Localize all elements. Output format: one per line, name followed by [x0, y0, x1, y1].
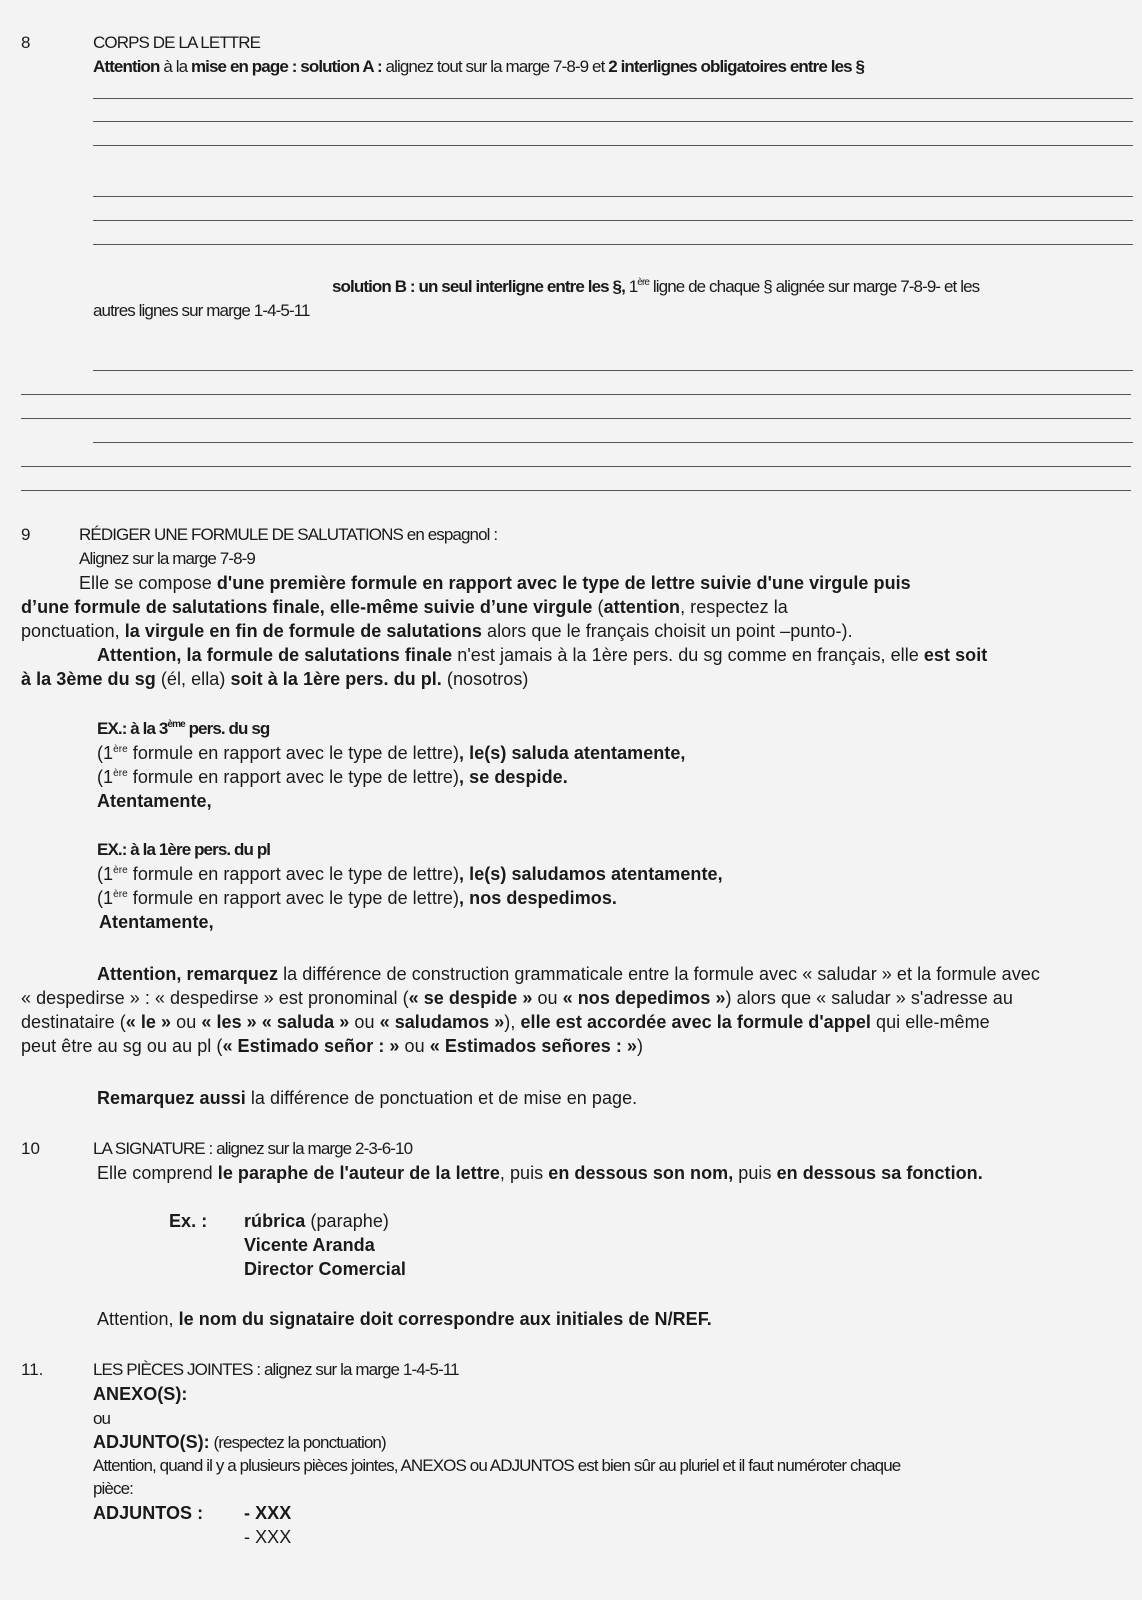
s11-attention-line1: Attention, quand il y a plusieurs pièces jointes, ANEXOS ou ADJUNTOS est bien sûr au pluriel et il faut numéroter chaque	[93, 1456, 901, 1475]
example-1-line2: (1ère formule en rapport avec le type de lettre), se despide.	[97, 767, 568, 787]
section-10-number: 10	[21, 1139, 40, 1158]
writing-line	[93, 98, 1133, 99]
s9-p2-line2: à la 3ème du sg (él, ella) soit à la 1ère pers. du pl. (nosotros)	[21, 669, 529, 689]
solution-b-line-2: autres lignes sur marge 1-4-5-11	[93, 301, 310, 320]
s11-adjuntos-label: ADJUNTOS :	[93, 1503, 204, 1523]
s11-anexo: ANEXO(S):	[93, 1384, 188, 1404]
writing-line	[93, 244, 1133, 245]
s9-p2-line1: Attention, la formule de salutations finale n'est jamais à la 1ère pers. du sg comme en français, elle est soit	[97, 645, 988, 665]
section-8-number: 8	[21, 33, 31, 52]
s9-p1-line1: Elle se compose d'une première formule en rapport avec le type de lettre suivie d'une virgule puis	[79, 573, 911, 593]
s11-ou: ou	[93, 1409, 111, 1428]
example-1-heading: EX.: à la 3ème pers. du sg	[97, 719, 270, 738]
section-11-number: 11.	[21, 1360, 44, 1379]
writing-line	[21, 394, 1131, 395]
s11-attention-line2: pièce:	[93, 1479, 133, 1498]
section-8-title: CORPS DE LA LETTRE	[93, 33, 261, 52]
writing-line	[21, 418, 1131, 419]
section-9-align: Alignez sur la marge 7-8-9	[79, 549, 255, 568]
s9-p1-line3: ponctuation, la virgule en fin de formule de salutations alors que le français choisit un point –punto-).	[21, 621, 853, 641]
example-2-heading: EX.: à la 1ère pers. du pl	[97, 840, 271, 859]
section-11-title: LES PIÈCES JOINTES : alignez sur la marge 1-4-5-11	[93, 1360, 459, 1379]
section-9-title: RÉDIGER UNE FORMULE DE SALUTATIONS en espagnol :	[79, 525, 498, 544]
s10-example-label: Ex. :	[169, 1211, 208, 1231]
s10-example-function: Director Comercial	[244, 1259, 406, 1279]
s9-p1-line2: d’une formule de salutations finale, elle-même suivie d’une virgule (attention, respectez la	[21, 597, 788, 617]
writing-line	[21, 490, 1131, 491]
example-1-closing: Atentamente,	[97, 791, 212, 811]
s10-example-name: Vicente Aranda	[244, 1235, 375, 1255]
s10-attention: Attention, le nom du signataire doit correspondre aux initiales de N/REF.	[97, 1309, 712, 1329]
s9-p3-line3: destinataire (« le » ou « les » « saluda » ou « saludamos »), elle est accordée avec la formule d'appel qui elle-même	[21, 1012, 990, 1032]
section-8-attention-line: Attention à la mise en page : solution A : alignez tout sur la marge 7-8-9 et 2 interlignes obligatoires entre les §	[93, 57, 865, 76]
solution-b-line: solution B : un seul interligne entre les §, 1ère ligne de chaque § alignée sur marge 7-8-9- et les	[332, 277, 980, 296]
writing-line	[93, 370, 1133, 371]
example-1-line1: (1ère formule en rapport avec le type de lettre), le(s) saluda atentamente,	[97, 743, 686, 763]
s10-line1: Elle comprend le paraphe de l'auteur de la lettre, puis en dessous son nom, puis en dessous sa fonction.	[97, 1163, 983, 1183]
writing-line	[93, 145, 1133, 146]
writing-line	[93, 220, 1133, 221]
example-2-closing: Atentamente,	[99, 912, 214, 932]
section-10-title: LA SIGNATURE : alignez sur la marge 2-3-6-10	[93, 1139, 413, 1158]
s11-item-2: - XXX	[244, 1527, 292, 1547]
s9-p3-line4: peut être au sg ou au pl (« Estimado señor : » ou « Estimados señores : »)	[21, 1036, 644, 1056]
writing-line	[93, 442, 1133, 443]
s10-example-line1: rúbrica (paraphe)	[244, 1211, 389, 1231]
section-9-number: 9	[21, 525, 31, 544]
writing-line	[93, 196, 1133, 197]
s9-p3-line2: « despedirse » : « despedirse » est pronominal (« se despide » ou « nos depedimos ») alors que « saludar » s'adresse au	[21, 988, 1013, 1008]
writing-line	[21, 466, 1131, 467]
example-2-line2: (1ère formule en rapport avec le type de lettre), nos despedimos.	[97, 888, 617, 908]
writing-line	[93, 121, 1133, 122]
s9-p4: Remarquez aussi la différence de ponctuation et de mise en page.	[97, 1088, 638, 1108]
s11-item-1: - XXX	[244, 1503, 292, 1523]
s11-adjunto: ADJUNTO(S): (respectez la ponctuation)	[93, 1432, 386, 1452]
example-2-line1: (1ère formule en rapport avec le type de lettre), le(s) saludamos atentamente,	[97, 864, 723, 884]
s9-p3-line1: Attention, remarquez la différence de construction grammaticale entre la formule avec « saludar » et la formule avec	[97, 964, 1040, 984]
